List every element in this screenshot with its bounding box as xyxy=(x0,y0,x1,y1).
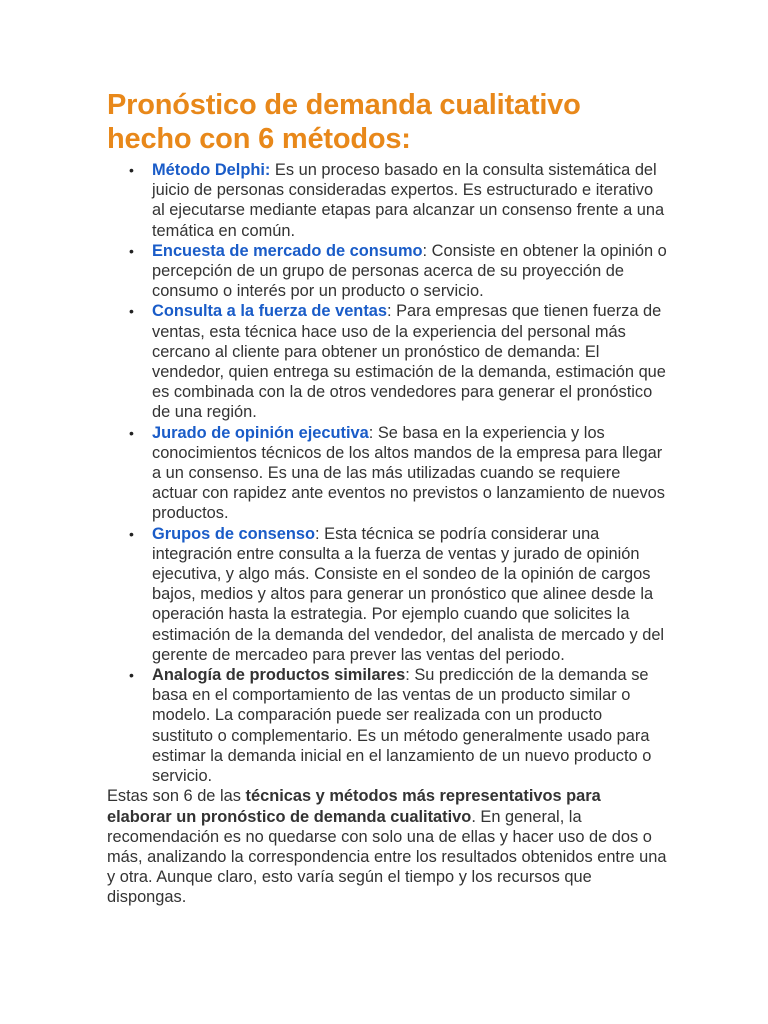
method-term-jurado[interactable]: Jurado de opinión ejecutiva xyxy=(152,423,369,442)
method-term-encuesta[interactable]: Encuesta de mercado de consumo xyxy=(152,241,423,260)
page-title xyxy=(107,88,667,156)
title-line-1: Pronóstico de demanda cualitativo xyxy=(107,89,581,121)
bullet-icon: • xyxy=(129,162,134,178)
bullet-icon: • xyxy=(129,303,134,320)
method-item-jurado xyxy=(107,423,667,524)
closing-bold: técnicas y métodos más representativos para elaborar un pronóstico de demanda cualitativo xyxy=(107,787,601,826)
method-description-delphi: Es un proceso basado en la consulta sistemática del juicio de personas consideradas expertos. Es estructurado e iterativo al ejecutarse mediante etapas para alcanzar un consenso frente a una temática en común. xyxy=(152,161,665,240)
method-description-analogia: : Su predicción de la demanda se basa en el comportamiento de las ventas de un producto similar o modelo. La comparación puede ser realizada con un producto sustituto o complementario. Es un método generalmente usado para estimar la demanda inicial en el lanzamiento de un nuevo producto o servicio. xyxy=(152,666,652,786)
method-description-jurado: : Se basa en la experiencia y los conocimientos técnicos de los altos mandos de la empresa para llegar a un consenso. Es una de las más utilizadas cuando se requiere actuar con rapidez ante eventos no previstos o lanzamiento de nuevos productos. xyxy=(152,423,665,523)
bullet-icon: • xyxy=(129,242,134,259)
methods-list xyxy=(107,160,667,786)
method-term-analogia: Analogía de productos similares xyxy=(152,666,406,685)
title-line-2: hecho con 6 métodos: xyxy=(107,123,411,155)
method-description-consulta: : Para empresas que tienen fuerza de ventas, esta técnica hace uso de la experiencia del personal más cercano al cliente para obtener un pronóstico de demanda: El vendedor, quien entrega su estimación de la demanda, estimación que es combinada con la de otros vendedores para generar el pronóstico de una región. xyxy=(152,302,666,422)
method-item-encuesta xyxy=(107,241,667,302)
method-term-grupos[interactable]: Grupos de consenso xyxy=(152,524,316,543)
method-item-delphi xyxy=(107,160,667,241)
bullet-icon: • xyxy=(129,525,134,542)
method-description-encuesta: : Consiste en obtener la opinión o percepción de un grupo de personas acerca de su proyección de consumo o interés por un producto o servicio. xyxy=(152,241,667,301)
document-page xyxy=(107,88,667,908)
method-description-grupos: : Esta técnica se podría considerar una integración entre consulta a la fuerza de ventas y jurado de opinión ejecutiva, y algo más. Consiste en el sondeo de la opinión de cargos bajos, medios y altos para generar un pronóstico que alinee desde la operación hasta la estrategia. Por ejemplo cuando que solicites la estimación de la demanda del vendedor, del analista de mercado y del gerente de mercadeo para prever las ventas del periodo. xyxy=(152,524,665,664)
closing-rest: . En general, la recomendación es no quedarse con solo una de ellas y hacer uso de dos o más, analizando la correspondencia entre los resultados obtenidos entre una y otra. Aunque claro, esto varía según el tiempo y los recursos que dispongas. xyxy=(107,807,667,907)
method-item-grupos xyxy=(107,524,667,665)
bullet-icon: • xyxy=(129,424,134,441)
closing-paragraph xyxy=(107,786,667,907)
method-item-consulta xyxy=(107,301,667,422)
closing-intro: Estas son 6 de las xyxy=(107,787,246,806)
method-term-consulta[interactable]: Consulta a la fuerza de ventas xyxy=(152,302,388,321)
method-term-delphi[interactable]: Método Delphi: xyxy=(152,161,271,179)
method-item-analogia xyxy=(107,665,667,786)
bullet-icon: • xyxy=(129,667,134,684)
